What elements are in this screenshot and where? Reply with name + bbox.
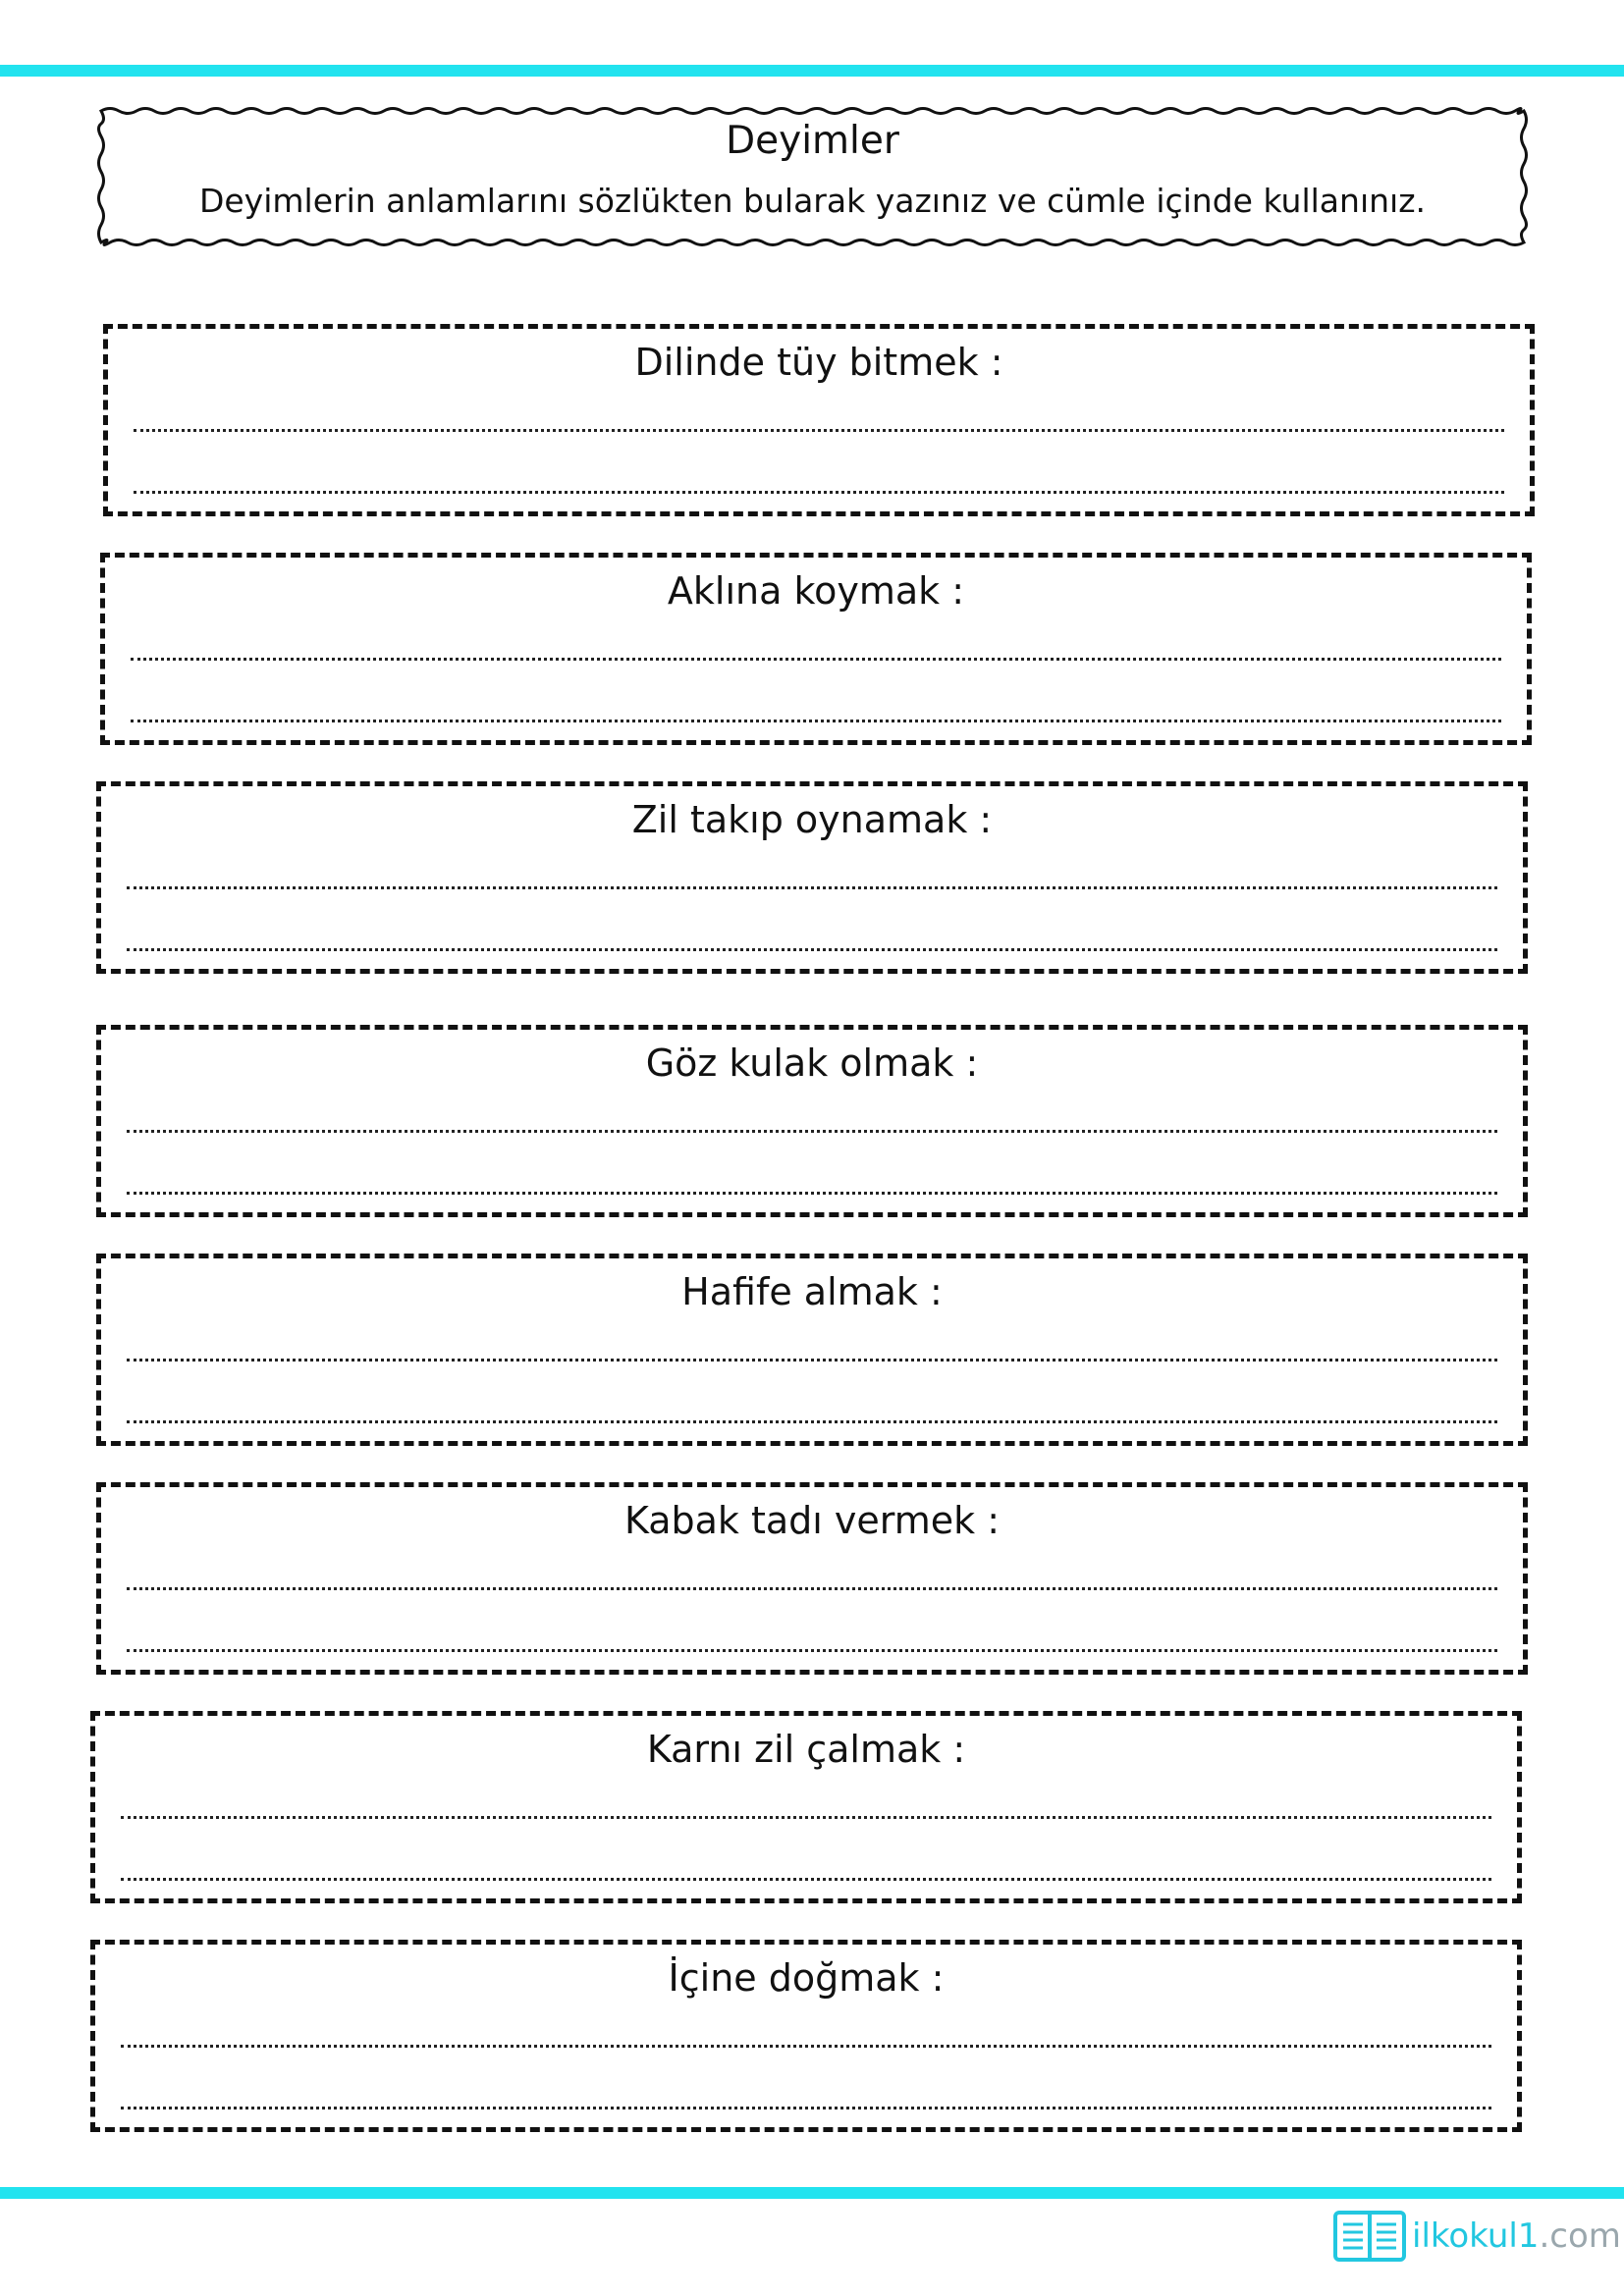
answer-line[interactable] (121, 2045, 1491, 2048)
answer-line[interactable] (127, 1359, 1497, 1362)
idiom-label: Hafife almak : (681, 1270, 943, 1313)
answer-line[interactable] (127, 886, 1497, 889)
header-box (93, 103, 1532, 250)
answer-line[interactable] (127, 948, 1497, 951)
idiom-label: Dilinde tüy bitmek : (634, 341, 1003, 384)
logo-text: ilkokul1.com (1412, 2216, 1621, 2256)
idiom-label: Aklına koymak : (667, 569, 965, 613)
idiom-box-3 (96, 781, 1528, 974)
book-icon (1333, 2209, 1406, 2264)
page-title: Deyimler (726, 119, 899, 163)
idiom-box-5 (96, 1254, 1528, 1446)
idiom-label: Kabak tadı vermek : (623, 1499, 1001, 1542)
instruction-text: Deyimlerin anlamlarını sözlükten bularak yazınız ve cümle içinde kullanınız. (198, 182, 1427, 220)
answer-line[interactable] (134, 491, 1504, 494)
idiom-label: İçine doğmak : (668, 1956, 945, 2000)
answer-line[interactable] (127, 1587, 1497, 1590)
site-logo (1333, 2209, 1621, 2264)
idiom-label: Göz kulak olmak : (645, 1041, 979, 1085)
idiom-box-8 (90, 1940, 1522, 2132)
idiom-label: Zil takıp oynamak : (631, 798, 993, 841)
answer-line[interactable] (127, 1192, 1497, 1195)
idiom-label: Karnı zil çalmak : (646, 1728, 966, 1771)
bottom-accent-band (0, 2187, 1624, 2199)
answer-line[interactable] (127, 1649, 1497, 1652)
answer-line[interactable] (121, 1878, 1491, 1881)
idiom-box-2 (100, 553, 1532, 745)
answer-line[interactable] (134, 429, 1504, 432)
answer-line[interactable] (131, 720, 1501, 722)
idiom-box-7 (90, 1711, 1522, 1903)
answer-line[interactable] (131, 658, 1501, 661)
top-accent-band (0, 65, 1624, 77)
answer-line[interactable] (121, 2107, 1491, 2109)
idiom-box-6 (96, 1482, 1528, 1675)
idiom-box-4 (96, 1025, 1528, 1217)
idiom-box-1 (103, 324, 1535, 516)
answer-line[interactable] (121, 1816, 1491, 1819)
answer-line[interactable] (127, 1130, 1497, 1133)
answer-line[interactable] (127, 1420, 1497, 1423)
